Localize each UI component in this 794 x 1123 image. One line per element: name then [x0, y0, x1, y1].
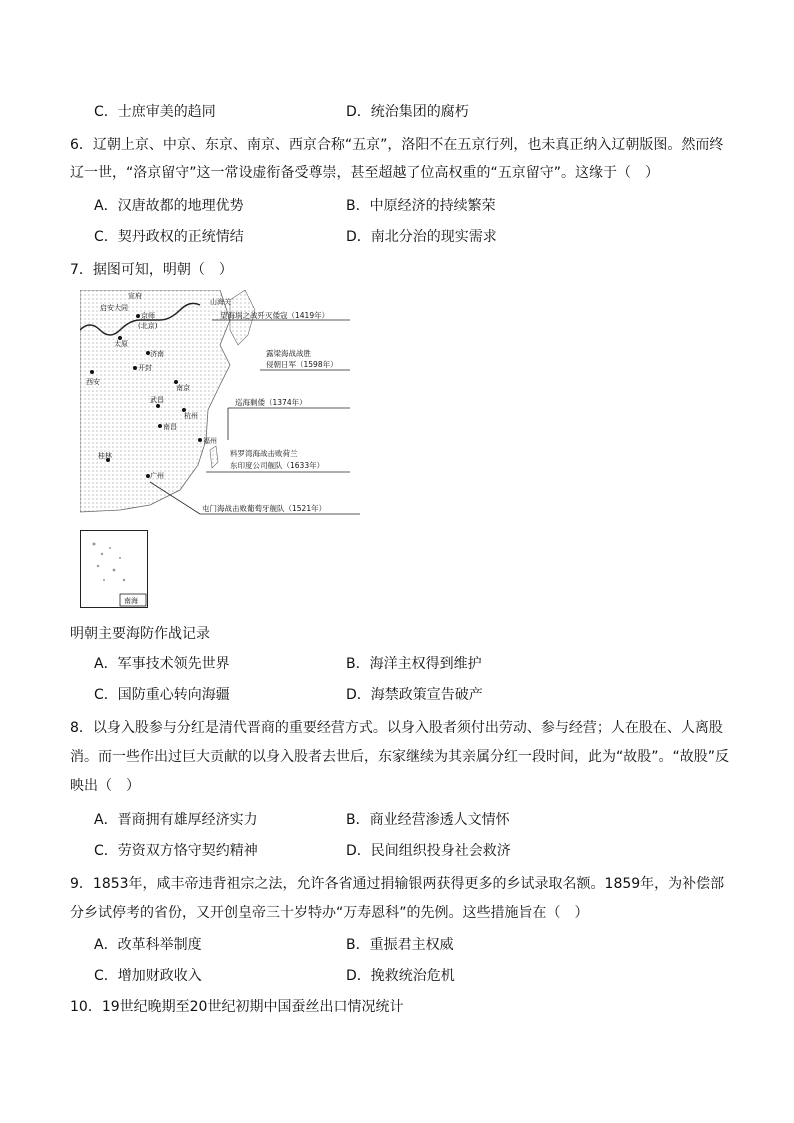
q7-option-a: A．军事技术领先世界: [94, 656, 230, 672]
q9-option-c: C．增加财政收入: [94, 968, 202, 984]
q9-option-d: D．挽救统治危机: [346, 968, 455, 984]
q8-stem-line3: 映出（ ）: [70, 778, 140, 794]
city-dot: [133, 366, 137, 370]
city-label: 桂林: [98, 452, 112, 460]
q5-option-d: D．统治集团的腐朽: [346, 104, 469, 120]
q9-stem-line2: 分乡试停考的省份，又开创皇帝三十岁特办“万寿恩科”的先例。这些措施旨在（ ）: [70, 905, 589, 921]
q7-option-c: C．国防重心转向海疆: [94, 687, 230, 703]
q9-option-a: A．改革科举制度: [94, 937, 202, 953]
annotation-wanghaiguo: 望海埚之战歼灭倭寇（1419年）: [220, 311, 330, 320]
annotation-liaoluo-1: 料罗湾海战击败荷兰: [230, 449, 298, 458]
city-label: 西安: [86, 378, 100, 386]
q8-option-b: B．商业经营渗透人文情怀: [346, 812, 510, 828]
city-label: 杭州: [184, 412, 198, 420]
city-label: 武昌: [150, 396, 164, 404]
q7-stem: 7．据图可知，明朝（ ）: [70, 262, 233, 278]
city-label: 太原: [114, 340, 128, 348]
q7-option-d: D．海禁政策宣告破产: [346, 687, 483, 703]
annotation-lulian-2: 侵朝日军（1598年）: [266, 360, 338, 369]
q7-option-b: B．海洋主权得到维护: [346, 656, 482, 672]
south-sea-inset: [80, 530, 148, 608]
city-label: 南京: [176, 384, 190, 392]
q9-stem-line1: 9．1853年，咸丰帝违背祖宗之法，允许各省通过捐输银两获得更多的乡试录取名额。1859年，为补偿部: [70, 876, 725, 892]
q5-option-c: C．士庶审美的趋同: [94, 104, 216, 120]
q8-option-d: D．民间组织投身社会救济: [346, 843, 511, 859]
annotation-liaoluo-2: 东印度公司舰队（1633年）: [230, 461, 325, 470]
city-label: 福州: [203, 437, 217, 445]
annotation-tunmen: 屯门海战击败葡萄牙舰队（1521年）: [202, 504, 327, 513]
q10-stem: 10．19世纪晚期至20世纪初期中国蚕丝出口情况统计: [70, 999, 404, 1015]
q7-figure-caption: 明朝主要海防作战记录: [70, 626, 210, 642]
city-label: (北京): [138, 322, 158, 330]
q8-stem-line2: 消。而一些作出过巨大贡献的以身入股者去世后，东家继续为其亲属分红一段时间，此为“故股”。“故股”反: [70, 749, 730, 765]
q8-option-a: A．晋商拥有雄厚经济实力: [94, 812, 258, 828]
taiwan-shape: [210, 446, 218, 468]
city-dot: [156, 404, 160, 408]
annotation-xunhai: 巡海剿倭（1374年）: [235, 398, 307, 407]
q6-stem-line2: 辽一世，“洛京留守”这一常设虚衔备受尊崇，甚至超越了位高权重的“五京留守”。这缘于（ ）: [70, 165, 660, 181]
q9-option-b: B．重振君主权威: [346, 937, 454, 953]
inset-label: 南海: [124, 597, 138, 605]
annotation-lulian-1: 露梁海战战胜: [266, 349, 311, 358]
q8-option-c: C．劳资双方恪守契约精神: [94, 843, 258, 859]
q6-option-a: A．汉唐故都的地理优势: [94, 198, 244, 214]
city-dot: [136, 314, 140, 318]
city-label: 启安大同: [100, 304, 128, 312]
q6-option-b: B．中原经济的持续繁荣: [346, 198, 496, 214]
q6-stem-line1: 6．辽朝上京、中京、东京、南京、西京合称“五京”，洛阳不在五京行列，也未真正纳入辽朝版图。然而终: [70, 137, 724, 153]
city-dot: [158, 424, 162, 428]
city-label: 山海关: [210, 298, 231, 306]
q6-option-c: C．契丹政权的正统情结: [94, 229, 244, 245]
q6-option-d: D．南北分治的现实需求: [346, 229, 497, 245]
ming-coastal-defense-map: [80, 290, 366, 526]
city-label: 济南: [150, 350, 164, 358]
q8-stem-line1: 8．以身入股参与分红是清代晋商的重要经营方式。以身入股者须付出劳动、参与经营；人在股在、人离股: [70, 720, 723, 736]
city-label: 宣府: [128, 292, 142, 300]
city-dot: [198, 438, 202, 442]
city-label: 开封: [138, 364, 152, 372]
city-label: 南昌: [163, 423, 177, 431]
city-label: 广州: [150, 472, 164, 480]
city-label: 京师: [141, 312, 155, 320]
city-dot: [90, 370, 94, 374]
